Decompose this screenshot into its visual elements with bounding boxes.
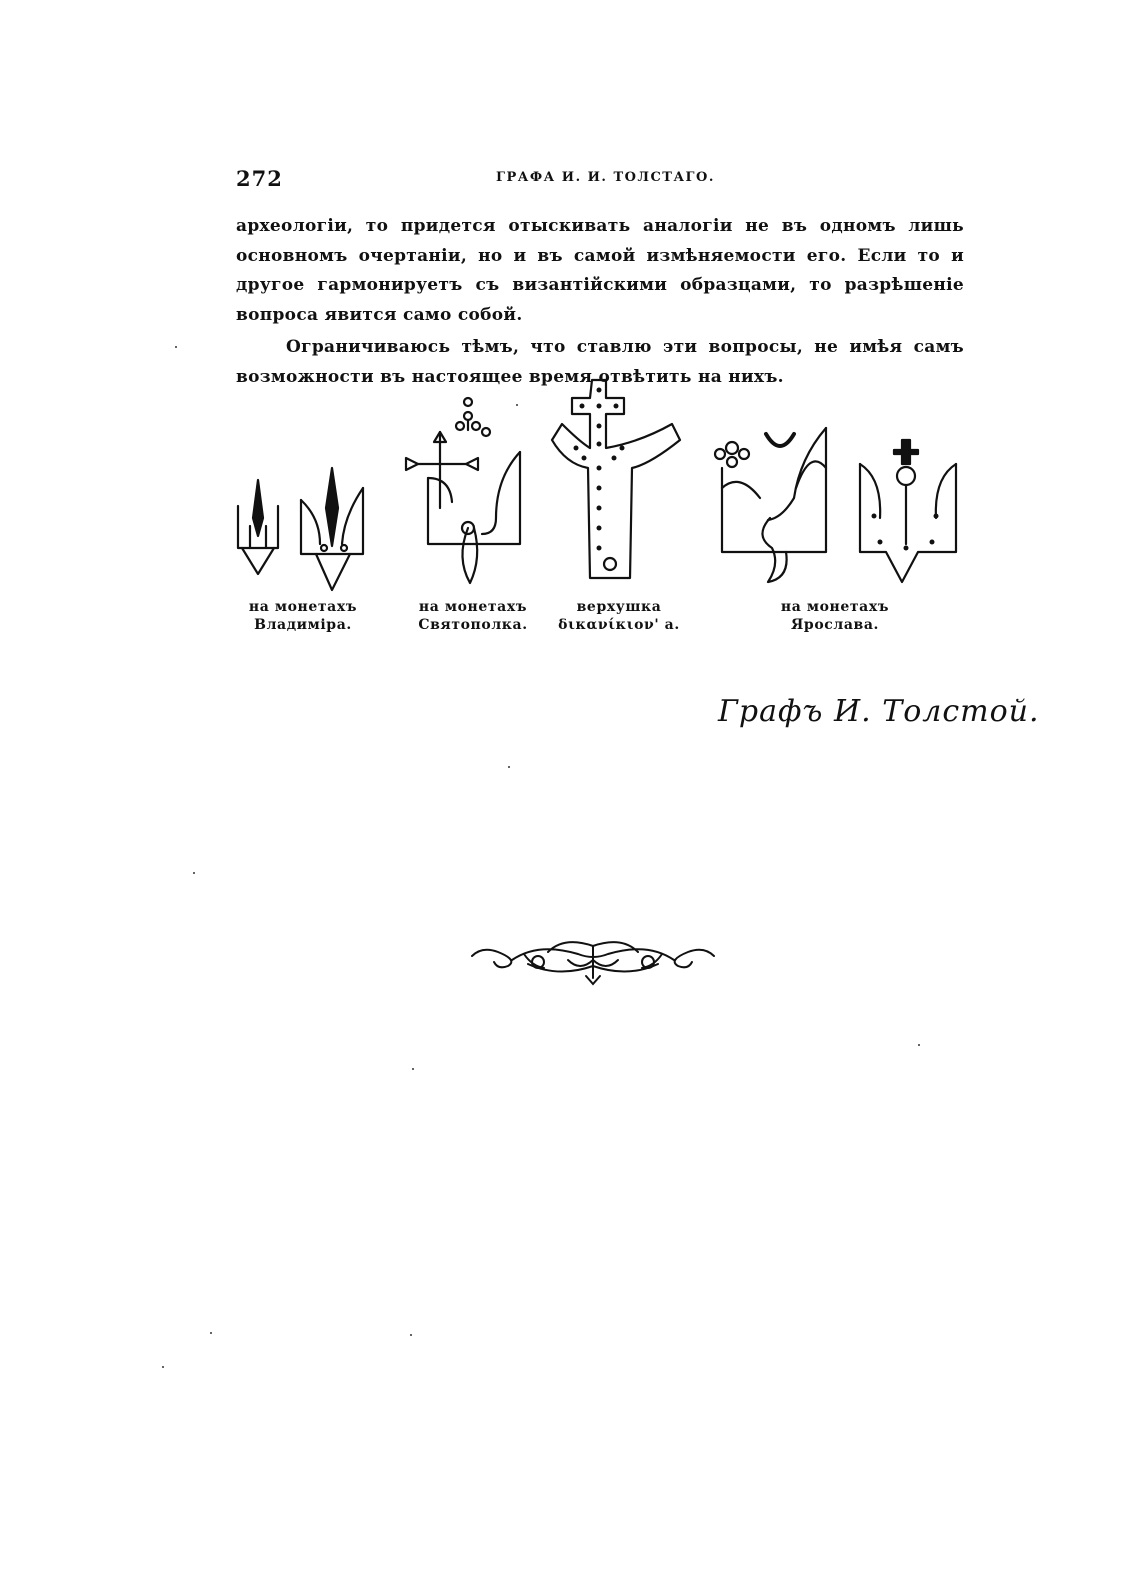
running-head: ГРАФА И. И. ТОЛСТАГО. — [496, 170, 715, 185]
caption-line: на монетахъ — [780, 599, 890, 615]
caption-line: Святополка. — [418, 617, 528, 633]
speck — [162, 1366, 164, 1368]
dikanikion-cross — [552, 380, 680, 578]
caption-line: δικανίκιον' а. — [558, 617, 680, 633]
yaroslav-symbol-left — [715, 428, 826, 582]
figures-drawing — [220, 368, 980, 598]
paragraph: Ограничиваюсь тѣмъ, что ставлю эти вопросы, не имѣя самъ возможности въ настоящее время отвѣтить на нихъ. — [236, 337, 964, 387]
ornament-flourish — [468, 932, 718, 992]
speck — [175, 346, 177, 348]
vladimir-trident-small — [238, 480, 278, 574]
speck — [210, 1332, 212, 1334]
caption-dikanikion — [544, 598, 694, 634]
speck — [410, 1334, 412, 1336]
caption-line: на монетахъ — [418, 599, 528, 615]
body-text — [236, 212, 964, 392]
figures — [220, 368, 980, 648]
caption-line: верхушка — [576, 599, 662, 615]
caption-svyatopolk — [398, 598, 548, 634]
caption-yaroslav — [750, 598, 920, 634]
signature: Графъ И. Толстой. — [718, 694, 1040, 729]
speck — [918, 1044, 920, 1046]
speck — [193, 872, 195, 874]
caption-line: Владиміра. — [254, 617, 352, 633]
paragraph: археологіи, то придется отыскивать аналогіи не въ одномъ лишь основномъ очертаніи, но и въ самой измѣняемости его. Если то и другое гармонируетъ съ византійскими образцами, то разрѣшеніе вопроса явится само собой. — [236, 216, 964, 325]
caption-line: на монетахъ — [248, 599, 358, 615]
speck — [508, 766, 510, 768]
svyatopolk-symbol — [406, 398, 520, 583]
caption-vladimir — [228, 598, 378, 634]
page-number: 272 — [236, 166, 283, 191]
speck — [516, 404, 518, 406]
yaroslav-symbol-right — [860, 440, 956, 582]
caption-line: Ярослава. — [790, 617, 879, 633]
speck — [412, 1068, 414, 1070]
vladimir-trident-large — [301, 468, 363, 590]
